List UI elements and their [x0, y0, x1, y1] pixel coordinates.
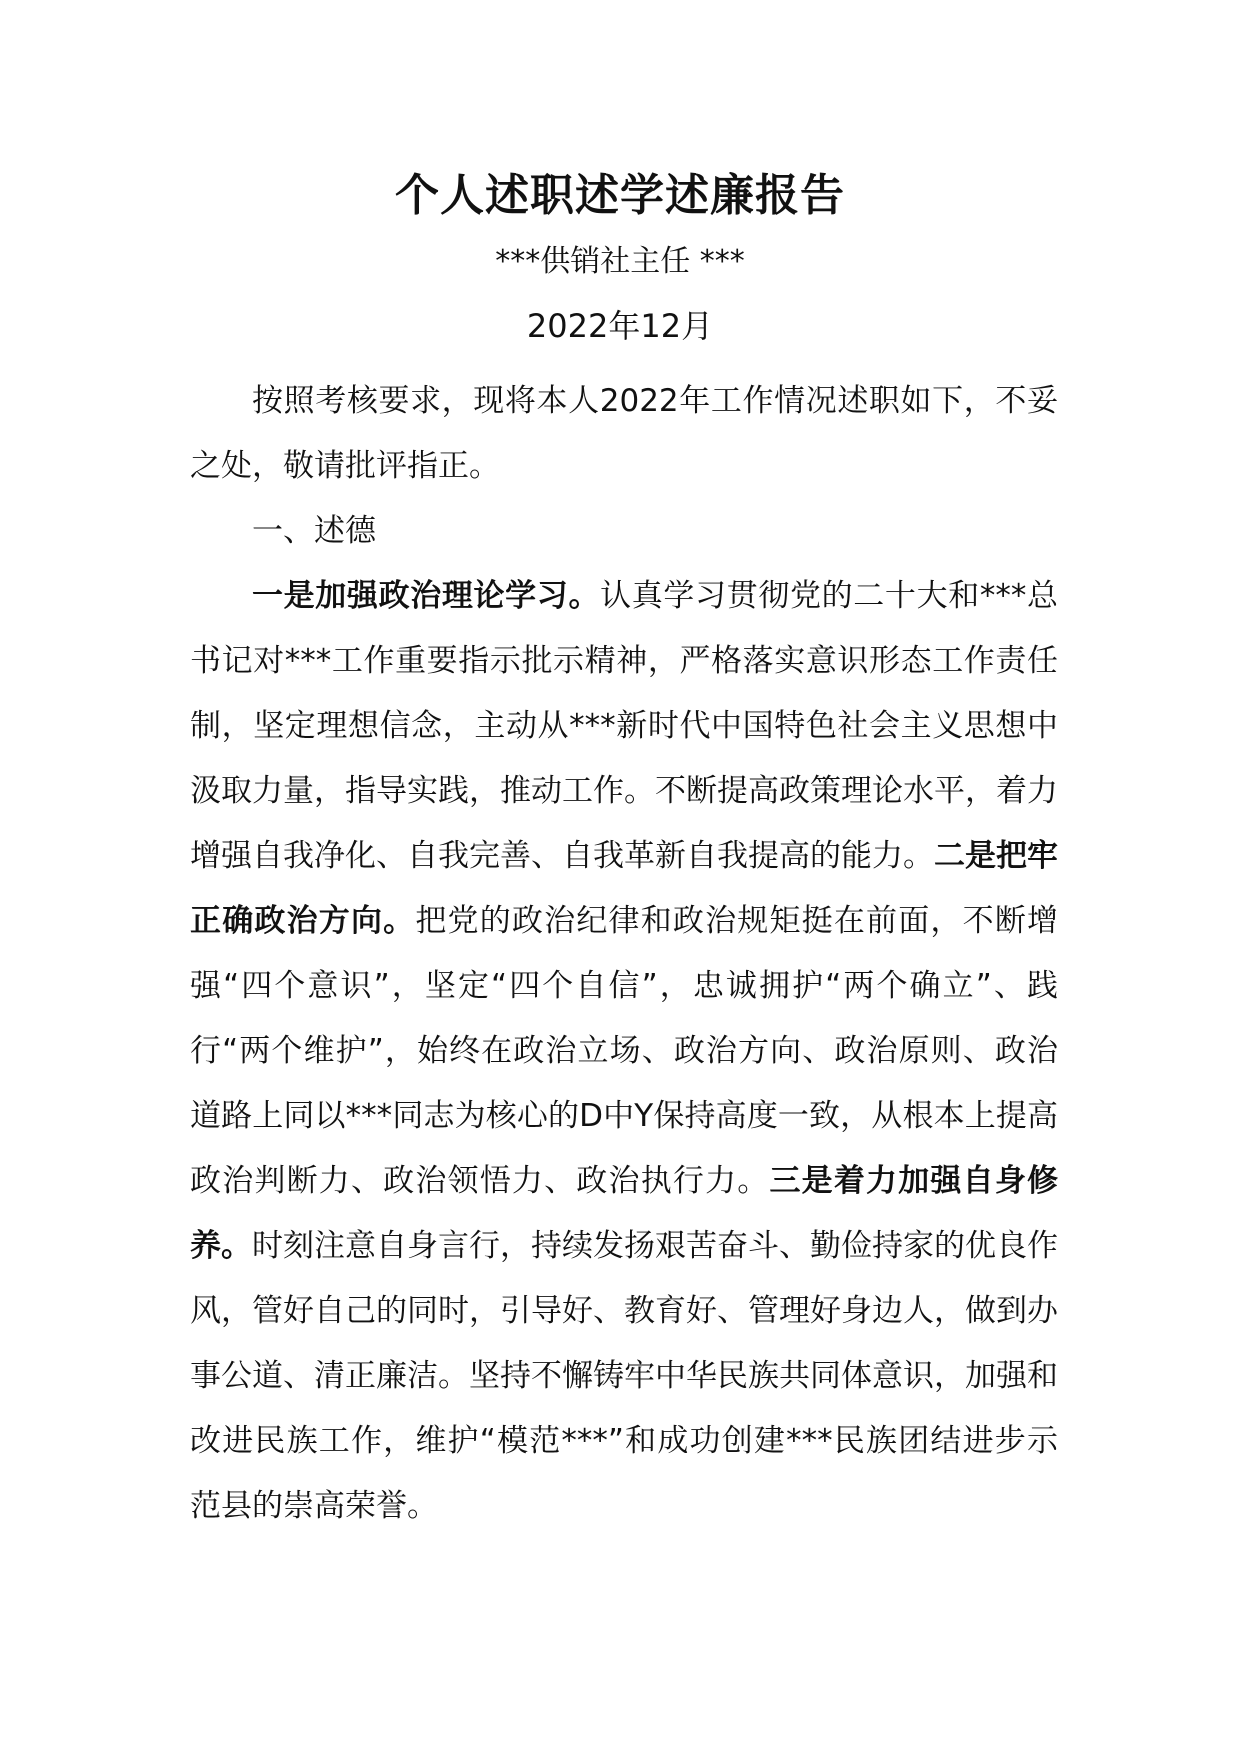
point-2-text: 把党的政治纪律和政治规矩挺在前面，不断增强“四个意识”，坚定“四个自信”，忠诚拥护“两个确立”、践行“两个维护”，始终在政治立场、政治方向、政治原则、政治道路上同以***同志为核心的D中Y保持高度一致，从根本上提高政治判断力、政治领悟力、政治执行力。 [190, 903, 1059, 1199]
point-2-title: 二是把牢正确政治方向。 [190, 838, 1058, 939]
point-3-title: 三是着力加强自身修养。 [190, 1163, 1059, 1264]
section-heading-1: 一、述德 [252, 513, 376, 549]
section-1-paragraph [190, 564, 1058, 1539]
point-3-text: 时刻注意自身言行，持续发扬艰苦奋斗、勤俭持家的优良作风，管好自己的同时，引导好、教育好、管理好身边人，做到办事公道、清正廉洁。坚持不懈铸牢中华民族共同体意识，加强和改进民族工作，维护“模范***”和成功创建***民族团结进步示范县的崇高荣誉。 [190, 1228, 1058, 1524]
intro-paragraph: 按照考核要求，现将本人2022年工作情况述职如下，不妥之处，敬请批评指正。 [190, 383, 1058, 484]
point-1-title: 一是加强政治理论学习。 [252, 578, 601, 614]
document-date: 2022年12月 [526, 307, 714, 345]
document-body [190, 369, 1058, 1539]
author-line: ***供销社主任 *** [495, 244, 745, 279]
point-1-text: 认真学习贯彻党的二十大和***总书记对***工作重要指示批示精神，严格落实意识形态工作责任制，坚定理想信念，主动从***新时代中国特色社会主义思想中汲取力量，指导实践，推动工作。不断提高政策理论水平，着力增强自我净化、自我完善、自我革新自我提高的能力。 [190, 578, 1059, 874]
document-title: 个人述职述学述廉报告 [395, 170, 845, 221]
